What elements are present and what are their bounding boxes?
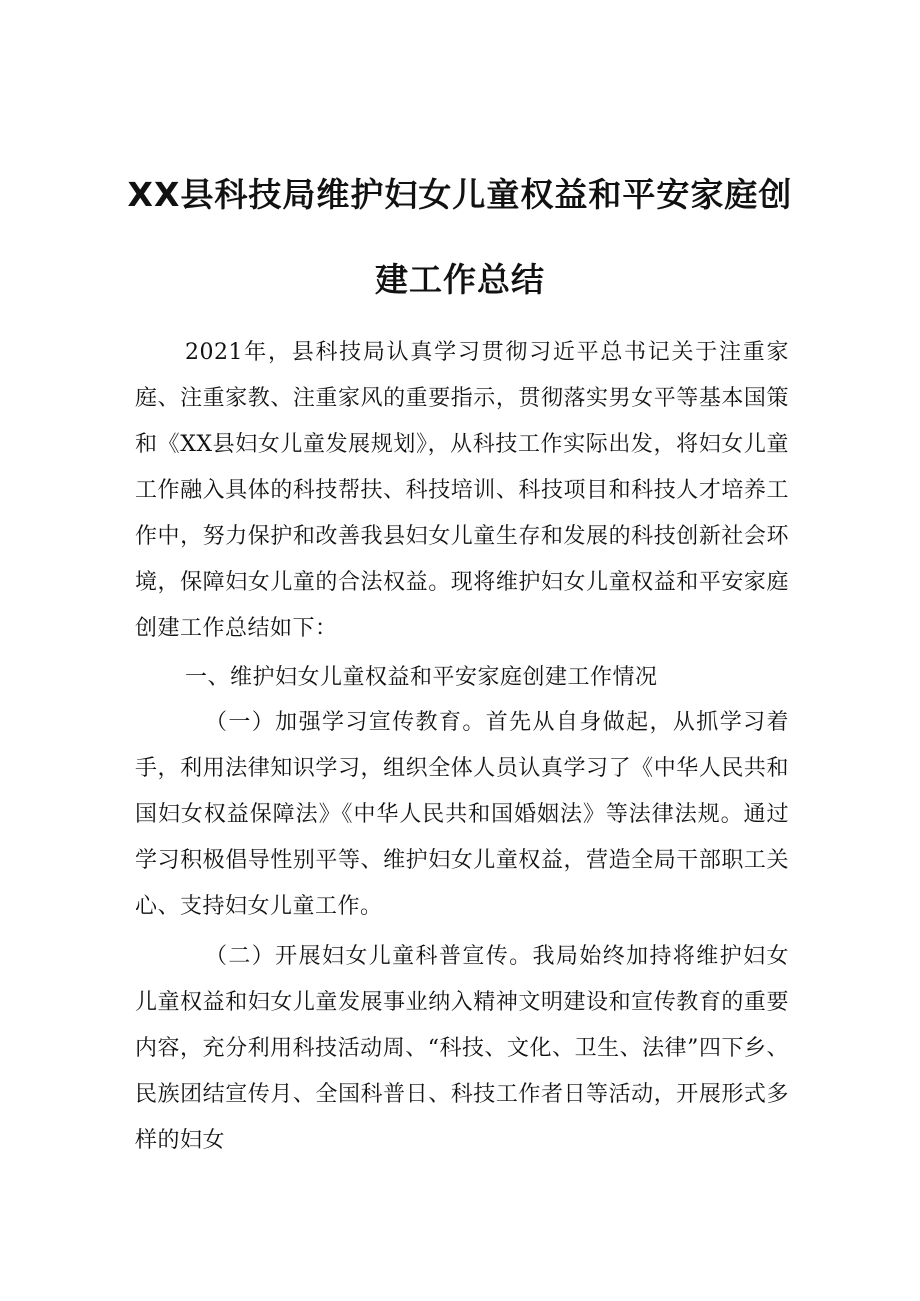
paragraph-science-publicity: （二）开展妇女儿童科普宣传。我局始终加持将维护妇女儿童权益和妇女儿童发展事业纳入精神文明建设和宣传教育的重要内容，充分利用科技活动周、“科技、文化、卫生、法律”四下乡、民族团结宣传月、全国科普日、科技工作者日等活动，开展形式多样的妇女 — [135, 944, 789, 1153]
paragraph-study-publicity: （一）加强学习宣传教育。首先从自身做起，从抓学习着手，利用法律知识学习，组织全体人员认真学习了《中华人民共和国妇女权益保障法》《中华人民共和国婚姻法》等法律法规。通过学习积极倡导性别平等、维护妇女儿童权益，营造全局干部职工关心、支持妇女儿童工作。 — [135, 710, 789, 919]
document-title-line-1: XX县科技局维护妇女儿童权益和平安家庭创 — [127, 175, 793, 214]
intro-paragraph: 2021年，县科技局认真学习贯彻习近平总书记关于注重家庭、注重家教、注重家风的重要指示，贯彻落实男女平等基本国策和《XX县妇女儿童发展规划》，从科技工作实际出发，将妇女儿童工作融入具体的科技帮扶、科技培训、科技项目和科技人才培养工作中，努力保护和改善我县妇女儿童生存和发展的科技创新社会环境，保障妇女儿童的合法权益。现将维护妇女儿童权益和平安家庭创建工作总结如下： — [135, 340, 789, 641]
document-title-line-2: 建工作总结 — [375, 260, 545, 299]
section-heading: 一、维护妇女儿童权益和平安家庭创建工作情况 — [185, 665, 658, 690]
